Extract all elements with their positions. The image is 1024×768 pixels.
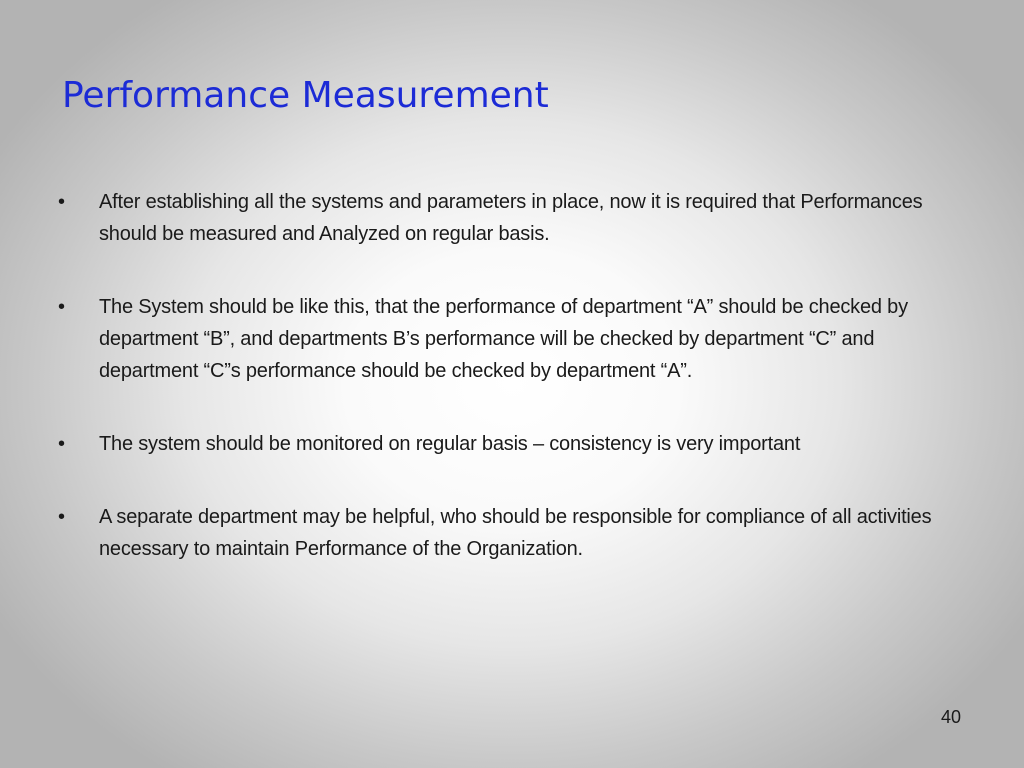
bullet-item (58, 291, 978, 387)
bullet-item (58, 186, 978, 250)
bullet-text: A separate department may be helpful, who should be responsible for compliance of all activities necessary to maintain Performance of the Organization. (99, 506, 932, 560)
bullet-text: The system should be monitored on regular basis – consistency is very important (99, 433, 801, 455)
bullet-dot-icon: • (58, 191, 65, 213)
slide-title: Performance Measurement (62, 75, 549, 116)
bullet-dot-icon: • (58, 506, 65, 528)
bullet-text: After establishing all the systems and parameters in place, now it is required that Performances should be measured and Analyzed on regular basis. (99, 191, 923, 245)
bullet-dot-icon: • (58, 296, 65, 318)
bullet-item (58, 428, 978, 460)
bullet-dot-icon: • (58, 433, 65, 455)
bullet-item (58, 501, 978, 565)
bullet-text: The System should be like this, that the performance of department “A” should be checked by department “B”, and departments B’s performance will be checked by department “C” and department “C”s performance should be checked by department “A”. (99, 296, 908, 382)
bullet-list (58, 186, 978, 565)
slide-number: 40 (940, 707, 961, 727)
